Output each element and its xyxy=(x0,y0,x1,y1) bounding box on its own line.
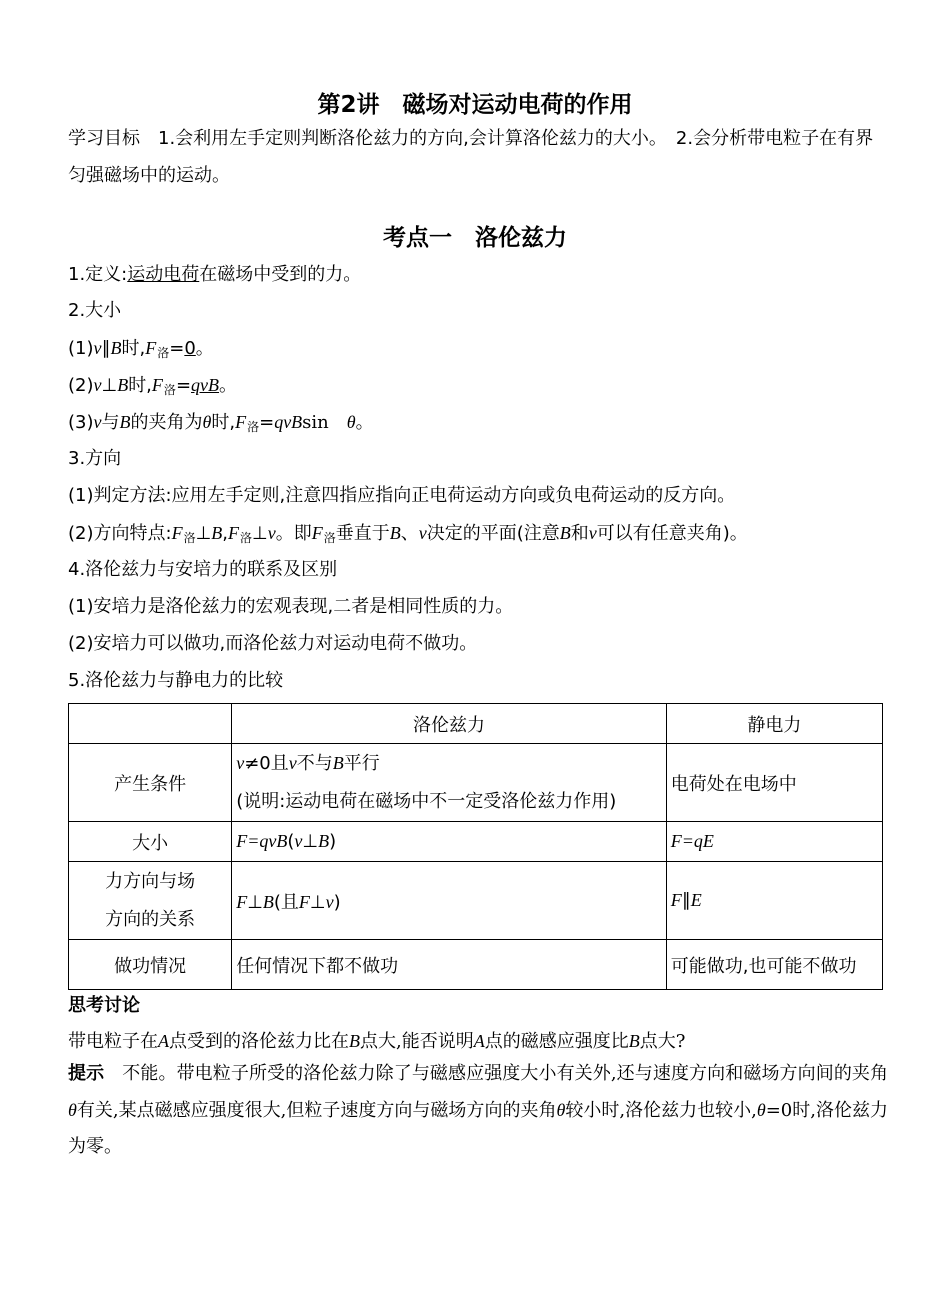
table-row xyxy=(69,744,883,822)
section-title: 考点一 洛伦兹力 xyxy=(383,225,567,251)
direction-item-1: (1)判定方法:应用左手定则,注意四指应指向正电荷运动方向或负电荷运动的反方向。 xyxy=(68,485,736,506)
definition-underlined: 运动电荷 xyxy=(127,264,200,285)
magnitude-case-3: (3)v与B的夹角为θ时$,F_洛=qvBsin$ θ。 xyxy=(68,412,374,434)
row-label-work: 做功情况 xyxy=(69,940,232,990)
hint-label: 提示 xyxy=(68,1063,105,1084)
table-row xyxy=(69,940,883,990)
relation-heading: 4.洛伦兹力与安培力的联系及区别 xyxy=(68,559,338,580)
discussion-question: 带电粒子在A点受到的洛伦兹力比在B点大,能否说明A点的磁感应强度比B点大? xyxy=(68,1031,686,1052)
discussion-hint: 提示 不能。带电粒子所受的洛伦兹力除了与磁感应强度大小有关外,还与速度方向和磁场方向间的夹角θ有关,某点磁感应强度很大,但粒子速度方向与磁场方向的夹角θ较小时,洛伦兹力也较小,θ=0时,洛伦兹力为零。 xyxy=(68,1063,889,1157)
work-lorentz: 任何情况下都不做功 xyxy=(232,940,667,990)
relation-item-2: (2)安培力可以做功,而洛伦兹力对运动电荷不做功。 xyxy=(68,633,478,654)
direction-lorentz: F⊥B(且F⊥v) xyxy=(232,862,667,940)
row-label-condition: 产生条件 xyxy=(69,744,232,822)
size-lorentz: F=qvB(v⊥B) xyxy=(232,822,667,862)
goals-label: 学习目标 xyxy=(68,128,140,149)
direction-electric: F∥E xyxy=(666,862,882,940)
table-row xyxy=(69,862,883,940)
direction-heading: 3.方向 xyxy=(68,448,122,469)
direction-item-2: (2)方向特点$:F_洛\perp B,F_洛\perp v$。即$F_洛$垂直于B、v决定的平面(注意B和v可以有任意夹角)。 xyxy=(68,523,748,545)
magnitude-heading: 2.大小 xyxy=(68,300,122,321)
goals-text: 1.会利用左手定则判断洛伦兹力的方向,会计算洛伦兹力的大小。 2.会分析带电粒子在有界匀强磁场中的运动。 xyxy=(68,128,874,186)
definition-line: 1.定义:运动电荷在磁场中受到的力。 xyxy=(68,264,362,285)
row-label-direction: 力方向与场 方向的关系 xyxy=(69,862,232,940)
discussion-heading: 思考讨论 xyxy=(68,995,140,1016)
learning-goals xyxy=(68,120,888,194)
answer-blank-2: qvB xyxy=(191,375,220,395)
table-corner-cell xyxy=(69,704,232,744)
condition-lorentz: v≠0且v不与B平行 (说明:运动电荷在磁场中不一定受洛伦兹力作用) xyxy=(232,744,667,822)
work-electric: 可能做功,也可能不做功 xyxy=(666,940,882,990)
condition-electric: 电荷处在电场中 xyxy=(666,744,882,822)
page-title: 第2讲 磁场对运动电荷的作用 xyxy=(317,92,633,118)
relation-item-1: (1)安培力是洛伦兹力的宏观表现,二者是相同性质的力。 xyxy=(68,596,514,617)
table-row xyxy=(69,822,883,862)
header-lorentz: 洛伦兹力 xyxy=(232,704,667,744)
size-electric: F=qE xyxy=(666,822,882,862)
magnitude-case-2: (2)v⊥B时$,F_洛=qvB$。 xyxy=(68,375,238,397)
answer-blank-1: 0 xyxy=(184,338,196,359)
header-electric: 静电力 xyxy=(666,704,882,744)
row-label-size: 大小 xyxy=(69,822,232,862)
comparison-heading: 5.洛伦兹力与静电力的比较 xyxy=(68,670,284,691)
comparison-table xyxy=(68,703,883,990)
magnitude-case-1: (1)v∥B时$,F_洛=0$。 xyxy=(68,338,214,360)
table-header-row xyxy=(69,704,883,744)
